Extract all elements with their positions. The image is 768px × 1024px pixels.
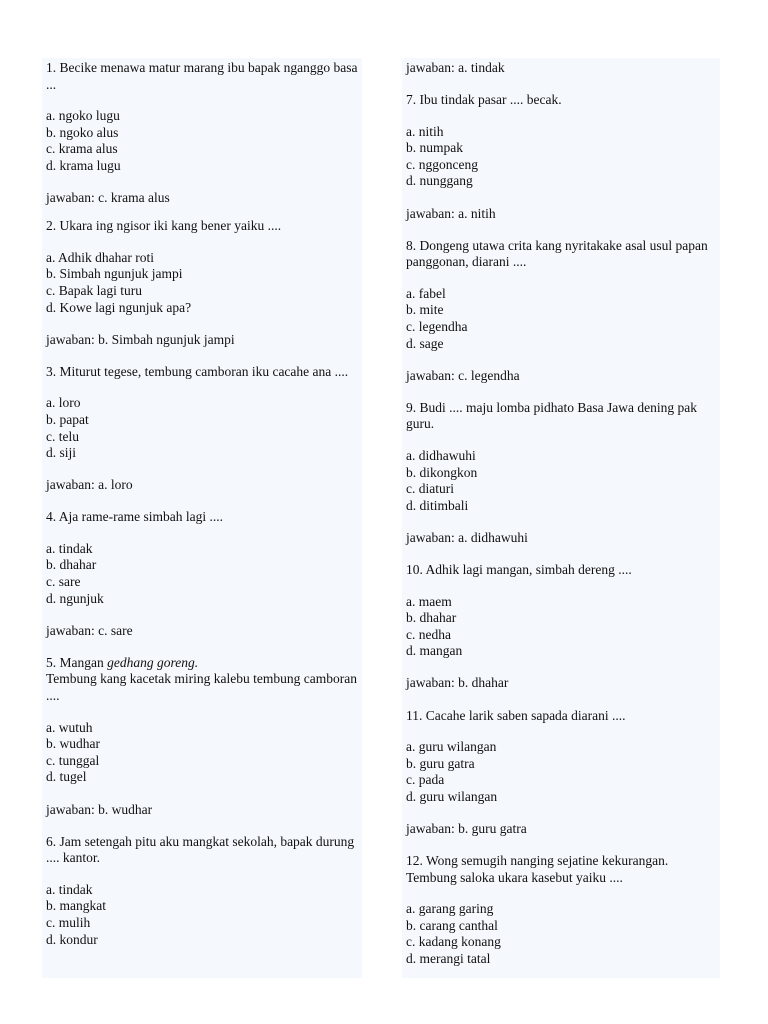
- answer: jawaban: c. legendha: [406, 367, 520, 383]
- question-stem-line2: Tembung kang kacetak miring kalebu tembung camboran ....: [46, 671, 357, 704]
- option: b. wudhar: [46, 736, 100, 752]
- option: d. Kowe lagi ngunjuk apa?: [46, 299, 192, 315]
- option: d. guru wilangan: [406, 788, 498, 804]
- option: c. sare: [46, 574, 81, 590]
- option: c. diaturi: [406, 481, 454, 497]
- question-9: [406, 400, 716, 515]
- option: b. carang canthal: [406, 917, 498, 933]
- option: b. guru gatra: [406, 755, 475, 771]
- option: a. garang garing: [406, 901, 494, 917]
- option-list: [46, 720, 358, 786]
- option: d. nunggang: [406, 173, 473, 189]
- right-column: [402, 58, 720, 978]
- option: c. mulih: [46, 914, 91, 930]
- option-list: [406, 124, 716, 190]
- answer: jawaban: a. loro: [46, 477, 133, 493]
- question-stem: [46, 655, 358, 672]
- option: d. kondur: [46, 931, 98, 947]
- option: a. Adhik dhahar roti: [46, 249, 154, 265]
- option: c. nggonceng: [406, 156, 478, 172]
- option: d. ngunjuk: [46, 590, 104, 606]
- option-list: [46, 395, 358, 461]
- option-list: [406, 286, 716, 352]
- answer: jawaban: a. nitih: [406, 205, 496, 221]
- question-2: [46, 218, 358, 316]
- question-6: [46, 834, 358, 949]
- option: b. Simbah ngunjuk jampi: [46, 266, 183, 282]
- option: a. ngoko lugu: [46, 108, 120, 124]
- answer: jawaban: a. didhawuhi: [406, 529, 528, 545]
- option: c. tunggal: [46, 752, 100, 768]
- option: d. sage: [406, 335, 444, 351]
- option-list: [46, 108, 358, 174]
- option-list: [46, 882, 358, 948]
- option-list: [46, 541, 358, 607]
- option: a. fabel: [406, 285, 446, 301]
- option-list: [406, 594, 716, 660]
- option: b. mangkat: [46, 898, 106, 914]
- question-stem: 1. Becike menawa matur marang ibu bapak nganggo basa ...: [46, 60, 358, 92]
- option: c. legendha: [406, 319, 468, 335]
- option: d. siji: [46, 445, 77, 461]
- option: a. nitih: [406, 123, 444, 139]
- option: a. loro: [46, 395, 81, 411]
- option: c. Bapak lagi turu: [46, 282, 142, 298]
- question-10: [406, 562, 716, 660]
- option: a. maem: [406, 593, 452, 609]
- option: c. telu: [46, 428, 79, 444]
- question-12: [406, 853, 716, 968]
- answer: jawaban: b. wudhar: [46, 801, 153, 817]
- answer: jawaban: b. dhahar: [406, 675, 509, 691]
- option: b. papat: [46, 411, 89, 427]
- question-1: [46, 60, 358, 175]
- option-list: [406, 901, 716, 967]
- answer: jawaban: a. tindak: [406, 60, 505, 75]
- question-stem: 8. Dongeng utawa crita kang nyritakake asal usul papan panggonan, diarani ....: [406, 237, 708, 270]
- option-list: [406, 739, 716, 805]
- option: b. dikongkon: [406, 464, 478, 480]
- question-stem: 6. Jam setengah pitu aku mangkat sekolah, bapak durung .... kantor.: [46, 833, 355, 866]
- question-3: [46, 364, 358, 462]
- option: d. tugel: [46, 769, 87, 785]
- left-column: [42, 58, 362, 978]
- question-stem: 9. Budi .... maju lomba pidhato Basa Jawa dening pak guru.: [406, 399, 697, 432]
- option: a. wutuh: [46, 719, 93, 735]
- option: a. didhawuhi: [406, 448, 476, 463]
- option: a. tindak: [46, 881, 93, 897]
- option: d. merangi tatal: [406, 951, 491, 967]
- option: b. dhahar: [406, 610, 457, 626]
- option: d. krama lugu: [46, 157, 121, 173]
- option: b. dhahar: [46, 557, 97, 573]
- option: b. ngoko alus: [46, 124, 119, 140]
- question-stem: 11. Cacahe larik saben sapada diarani ....: [406, 707, 626, 723]
- option: c. pada: [406, 772, 445, 788]
- question-stem: 12. Wong semugih nanging sejatine kekurangan. Tembung saloka ukara kasebut yaiku ....: [406, 853, 669, 885]
- question-4: [46, 509, 358, 607]
- question-5: [46, 655, 358, 786]
- answer: jawaban: b. guru gatra: [406, 821, 527, 836]
- option: d. mangan: [406, 643, 463, 659]
- answer: jawaban: b. Simbah ngunjuk jampi: [46, 331, 235, 347]
- question-stem: 4. Aja rame-rame simbah lagi ....: [46, 509, 223, 525]
- stem-italic-term: gedhang goreng.: [107, 654, 199, 670]
- answer: jawaban: c. sare: [46, 622, 133, 638]
- option: b. mite: [406, 302, 444, 318]
- option-list: [46, 250, 358, 316]
- option: c. kadang konang: [406, 934, 501, 950]
- option: c. nedha: [406, 626, 451, 642]
- question-11: [406, 708, 716, 806]
- question-stem: 2. Ukara ing ngisor iki kang bener yaiku ....: [46, 218, 282, 234]
- option: a. guru wilangan: [406, 739, 497, 755]
- question-8: [406, 238, 716, 353]
- option-list: [406, 448, 716, 514]
- option: d. ditimbali: [406, 497, 469, 513]
- answer: jawaban: c. krama alus: [46, 190, 170, 206]
- option: c. krama alus: [46, 141, 118, 157]
- question-stem: 10. Adhik lagi mangan, simbah dereng ....: [406, 561, 632, 577]
- stem-prefix: 5. Mangan: [46, 654, 108, 670]
- option: a. tindak: [46, 540, 93, 556]
- question-stem: 7. Ibu tindak pasar .... becak.: [406, 92, 562, 108]
- question-stem: 3. Miturut tegese, tembung camboran iku cacahe ana ....: [46, 363, 349, 379]
- option: b. numpak: [406, 140, 463, 156]
- question-7: [406, 92, 716, 190]
